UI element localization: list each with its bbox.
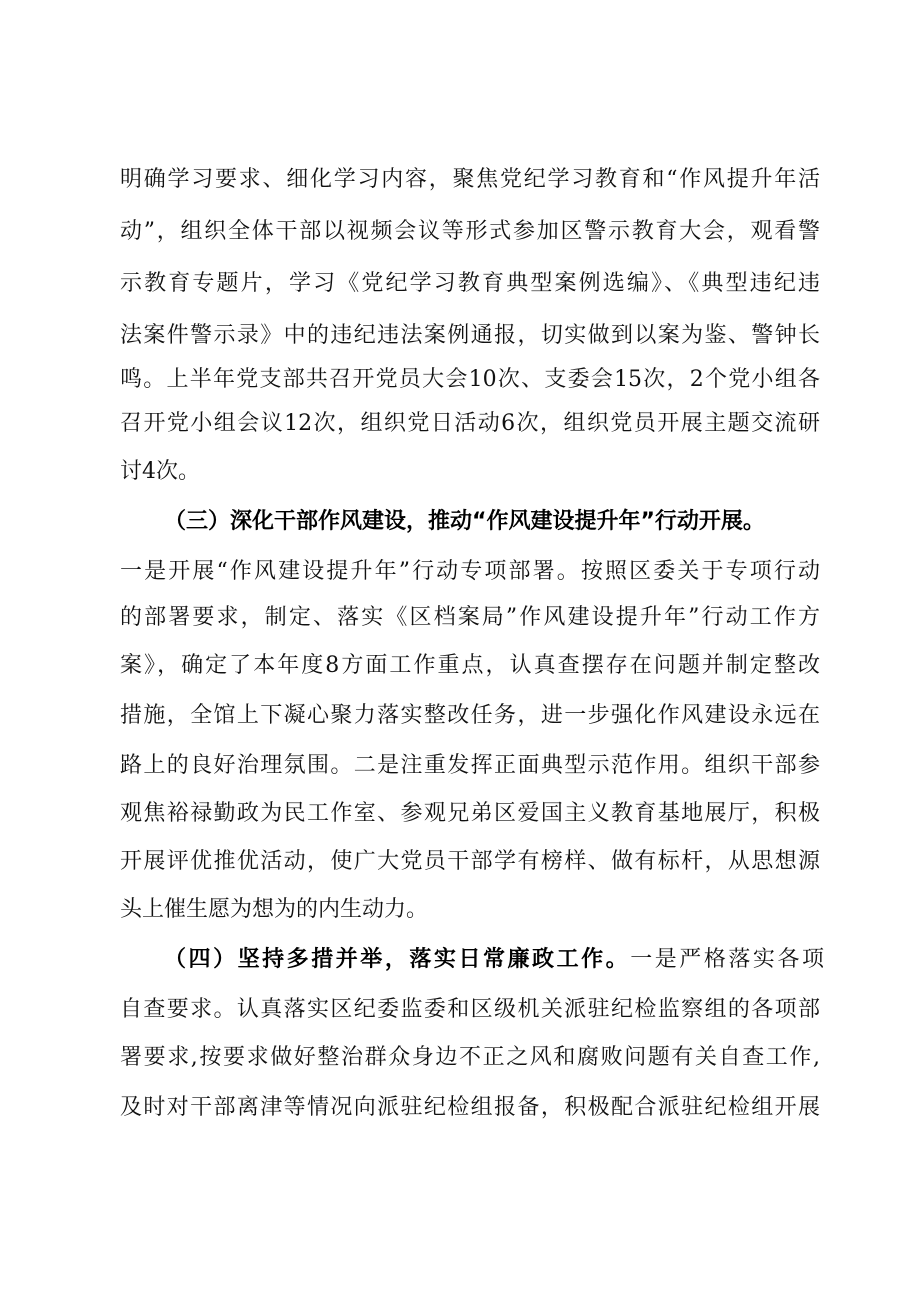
paragraph-line: 的部署要求，制定、落实《区档案局”作风建设提升年”行动工作方 xyxy=(120,605,820,630)
paragraph-line: 案》，确定了本年度8方面工作重点，认真查摆存在问题并制定整改 xyxy=(120,653,820,678)
paragraph-line: 讨4次。 xyxy=(120,459,200,484)
paragraph-line: 观焦裕禄勤政为民工作室、参观兄弟区爱国主义教育基地展厅，积极 xyxy=(120,801,820,826)
paragraph-line: 开展评优推优活动，使广大党员干部学有榜样、做有标杆，从思想源 xyxy=(120,849,820,874)
paragraph-line: 法案件警示录》中的违纪违法案例通报，切实做到以案为鉴、警钟长 xyxy=(120,323,820,348)
section-heading-text: （三）深化干部作风建设，推动“作风建设提升年”行动开展。 xyxy=(164,509,765,534)
paragraph-line: 召开党小组会议12次，组织党日活动6次，组织党员开展主题交流研 xyxy=(120,411,820,436)
paragraph-line: 自查要求。认真落实区纪委监委和区级机关派驻纪检监察组的各项部 xyxy=(120,997,820,1022)
paragraph-line: 鸣。上半年党支部共召开党员大会10次、支委会15次，2个党小组各 xyxy=(120,367,820,392)
section-heading-tail: 一是严格落实各项 xyxy=(630,947,824,972)
section-heading-text: （四）坚持多措并举，落实日常廉政工作。 xyxy=(164,947,631,972)
paragraph-line: 一是开展“作风建设提升年”行动专项部署。按照区委关于专项行动 xyxy=(120,559,820,584)
paragraph-line: 路上的良好治理氛围。二是注重发挥正面典型示范作用。组织干部参 xyxy=(120,753,820,778)
section-heading-4-line xyxy=(164,934,824,986)
paragraph-line: 明确学习要求、细化学习内容，聚焦党纪学习教育和“作风提升年活 xyxy=(120,167,820,192)
paragraph-line: 署要求,按要求做好整治群众身边不正之风和腐败问题有关自查工作, xyxy=(120,1045,820,1070)
paragraph-line: 头上催生愿为想为的内生动力。 xyxy=(120,897,429,922)
paragraph-line: 动”，组织全体干部以视频会议等形式参加区警示教育大会，观看警 xyxy=(120,219,820,244)
paragraph-line: 示教育专题片，学习《党纪学习教育典型案例选编》、《典型违纪违 xyxy=(120,271,820,296)
paragraph-line: 及时对干部离津等情况向派驻纪检组报备，积极配合派驻纪检组开展 xyxy=(120,1095,820,1120)
section-heading-3 xyxy=(164,496,824,548)
paragraph-line: 措施，全馆上下凝心聚力落实整改任务，进一步强化作风建设永远在 xyxy=(120,703,820,728)
